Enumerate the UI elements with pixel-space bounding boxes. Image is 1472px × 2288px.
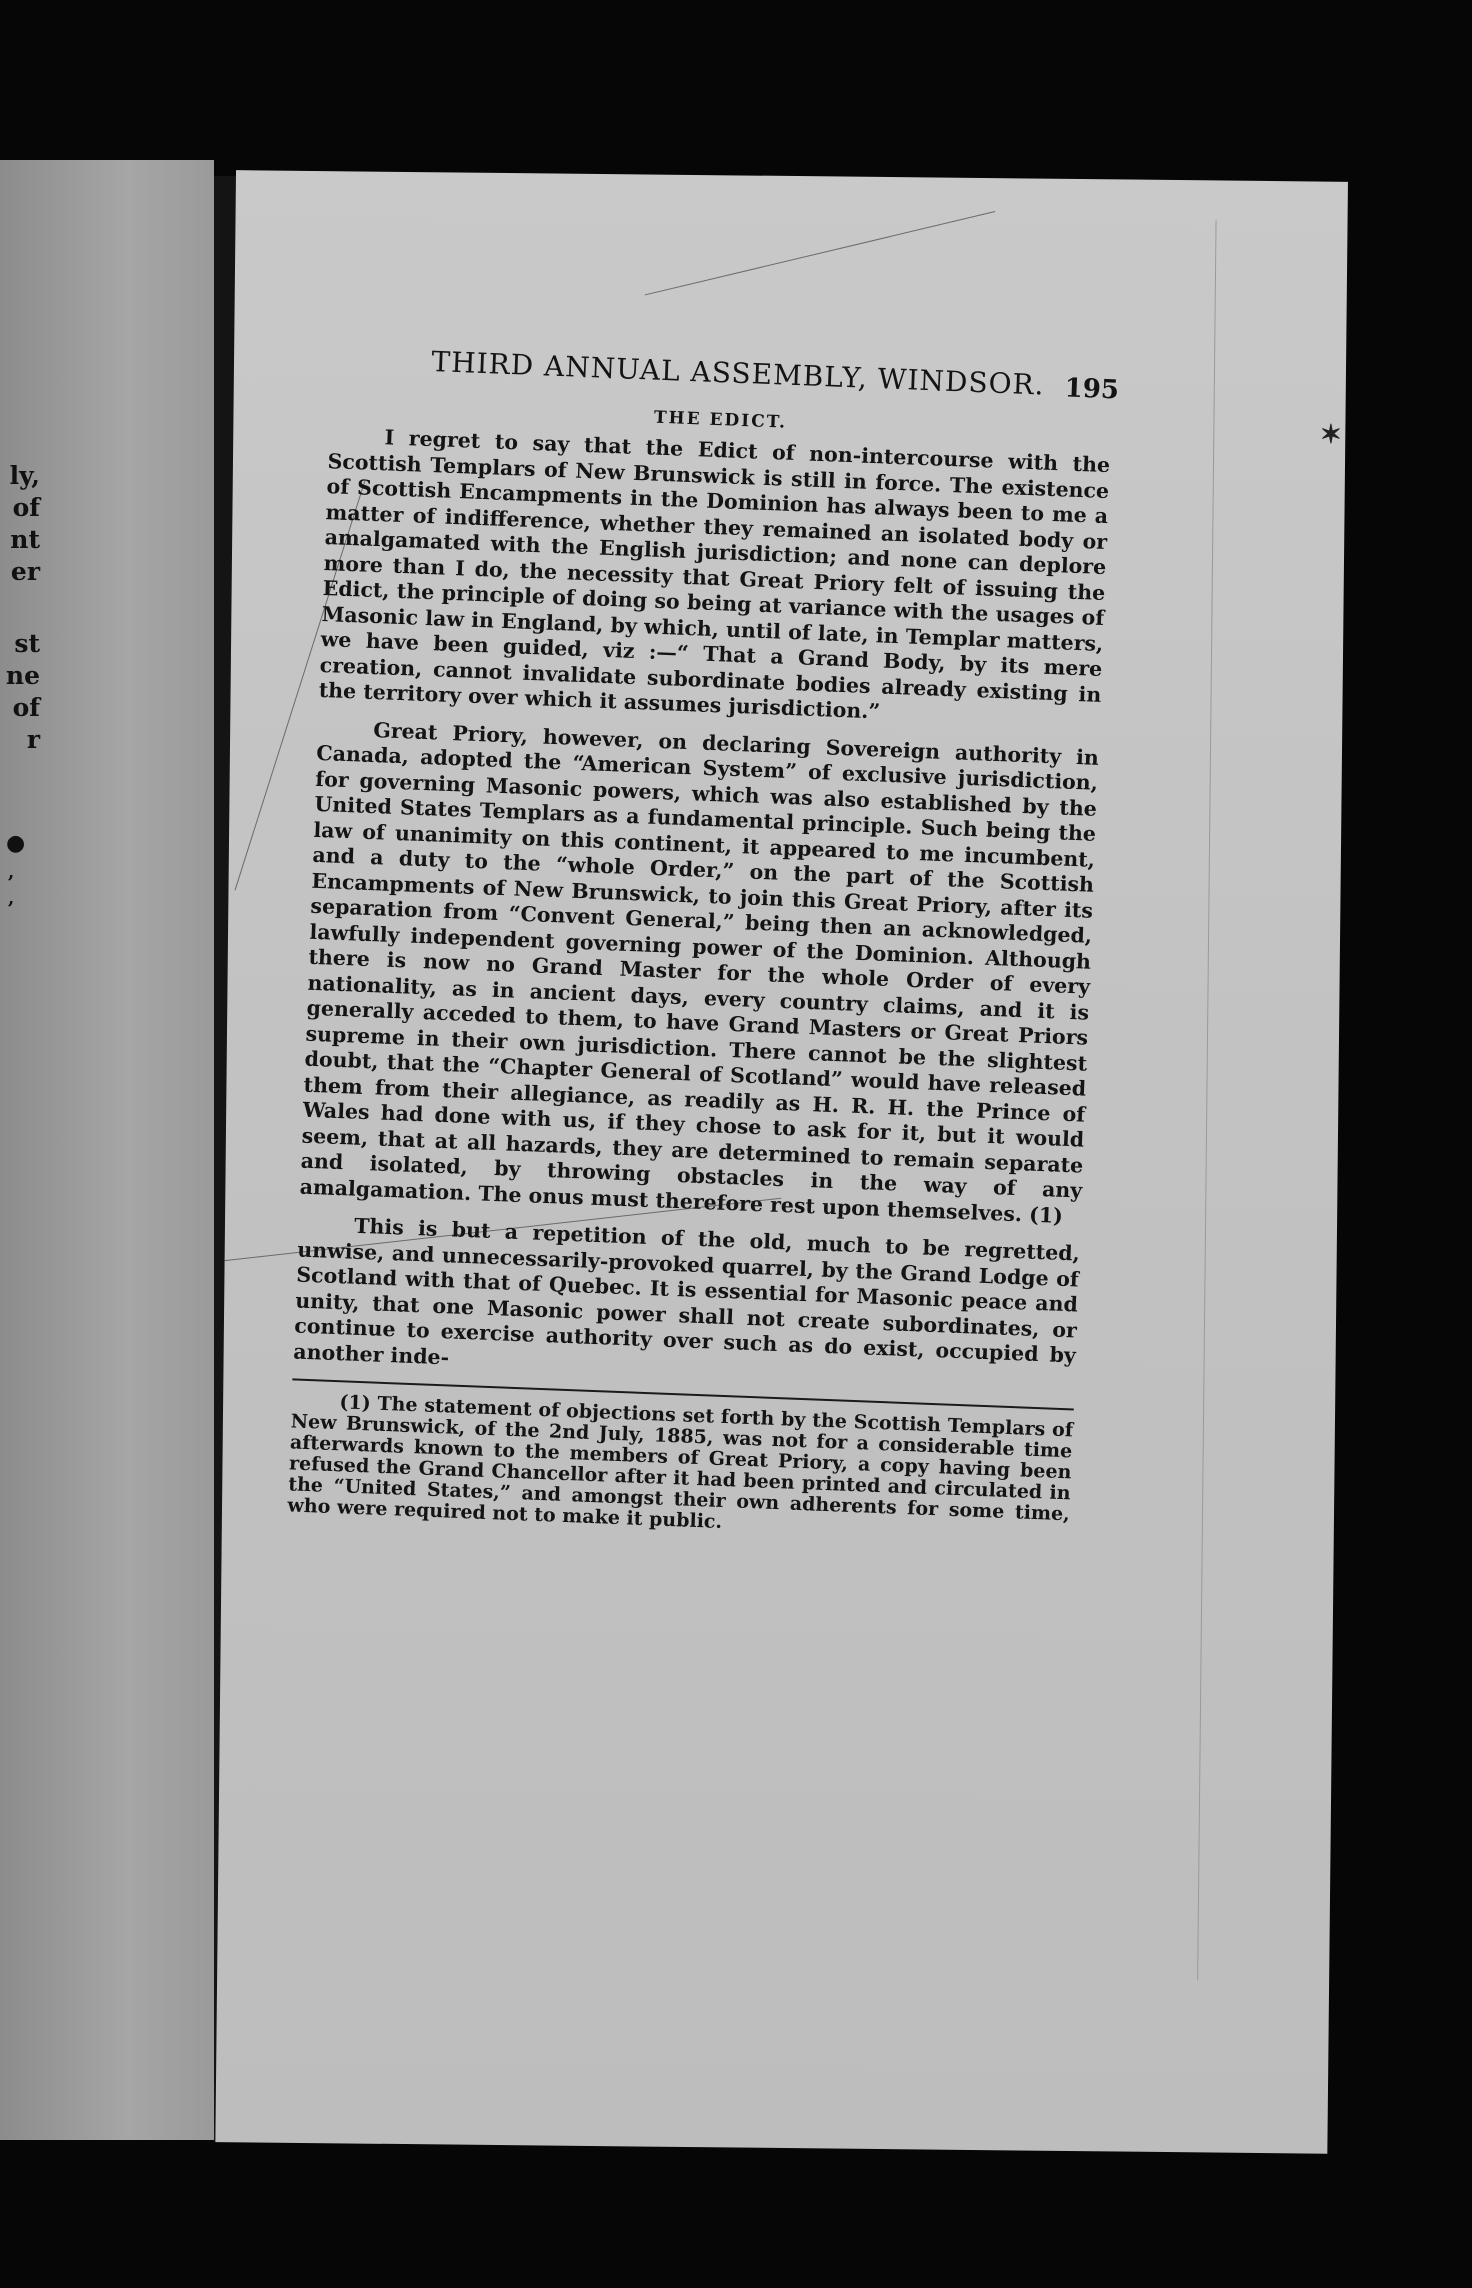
footnote: (1) The statement of objections set forth by the Scottish Templars of New Brunswick, of the 2nd July, 1885, was not for a considerable time afterwards known to the members of Great Priory, a copy having been refused the Grand Chancellor after it had been printed and circulated in the “United States,” and amongst their own adherents for some time, who were required not to make it public.	[287, 1391, 1074, 1534]
facing-mark: ,	[8, 862, 15, 883]
page-edge-mark: ✶	[1320, 420, 1342, 450]
page-number: 195	[1064, 373, 1120, 406]
running-head-title: THIRD ANNUAL ASSEMBLY, WINDSOR.	[430, 345, 1046, 402]
margin-line	[1197, 220, 1216, 1980]
facing-mark: ,	[8, 888, 15, 909]
facing-fragment: of	[12, 493, 40, 522]
paragraph: Great Priory, however, on declaring Sovereign authority in Canada, adopted the “American System” of exclusive jurisdiction, for governing Masonic powers, which was also established by the United States Templars as a fundamental principle. Such being the law of unanimity on this continent, it appeared to me incumbent, and a duty to the “whole Order,” on the part of the Scottish Encampments of New Brunswick, to join this Great Priory, after its separation from “Convent General,” being then an acknowledged, lawfully independent governing power of the Dominion. Although there is now no Grand Master for the whole Order of every nationality, as in ancient days, every country claims, and it is generally acceded to them, to have Grand Masters or Great Priors supreme in their own jurisdiction. There cannot be the slightest doubt, that the “Chapter General of Scotland” would have released them from their allegiance, as readily as H. R. H. the Prince of Wales had done with us, if they chose to ask for it, but it would seem, that at all hazards, they are determined to remain separate and isolated, by throwing obstacles in the way of any amalgamation. The onus must therefore rest upon themselves. (1)	[299, 717, 1100, 1228]
book-page	[215, 170, 1348, 2154]
facing-fragment: er	[10, 557, 40, 586]
facing-fragment	[0, 588, 40, 628]
section-title: THE EDICT.	[653, 407, 788, 433]
facing-mark: ●	[6, 830, 26, 856]
facing-fragment: r	[26, 725, 40, 754]
page-text	[287, 341, 1120, 1546]
facing-fragment: st	[14, 629, 40, 658]
facing-page-text-fragments	[0, 460, 40, 756]
paragraph: I regret to say that the Edict of non-intercourse with the Scottish Templars of New Brunswick is still in force. The existence of Scottish Encampments in the Dominion has always been to me a matter of indifference, whether they remained an isolated body or amalgamated with the English jurisdiction; and none can deplore more than I do, the necessity that Great Priory felt of issuing the Edict, the principle of doing so being at variance with the usages of Masonic law in England, by which, until of late, in Templar matters, we have been guided, viz :—“ That a Grand Body, by its mere creation, cannot invalidate subordinate bodies already existing in the territory over which it assumes jurisdiction.”	[318, 425, 1111, 724]
facing-fragment: ne	[5, 661, 40, 690]
facing-fragment: ly,	[9, 461, 40, 490]
facing-page-edge	[0, 160, 214, 2140]
paragraph: This is but a repetition of the old, much to be regretted, unwise, and unnecessarily-provoked quarrel, by the Grand Lodge of Scotland with that of Quebec. It is essential for Masonic peace and unity, that one Masonic power shall not create subordinates, or continue to exercise authority over such as do exist, occupied by another inde-	[292, 1213, 1081, 1369]
facing-fragment: of	[12, 693, 40, 722]
facing-fragment: nt	[10, 525, 40, 554]
pencil-stroke	[645, 211, 995, 295]
